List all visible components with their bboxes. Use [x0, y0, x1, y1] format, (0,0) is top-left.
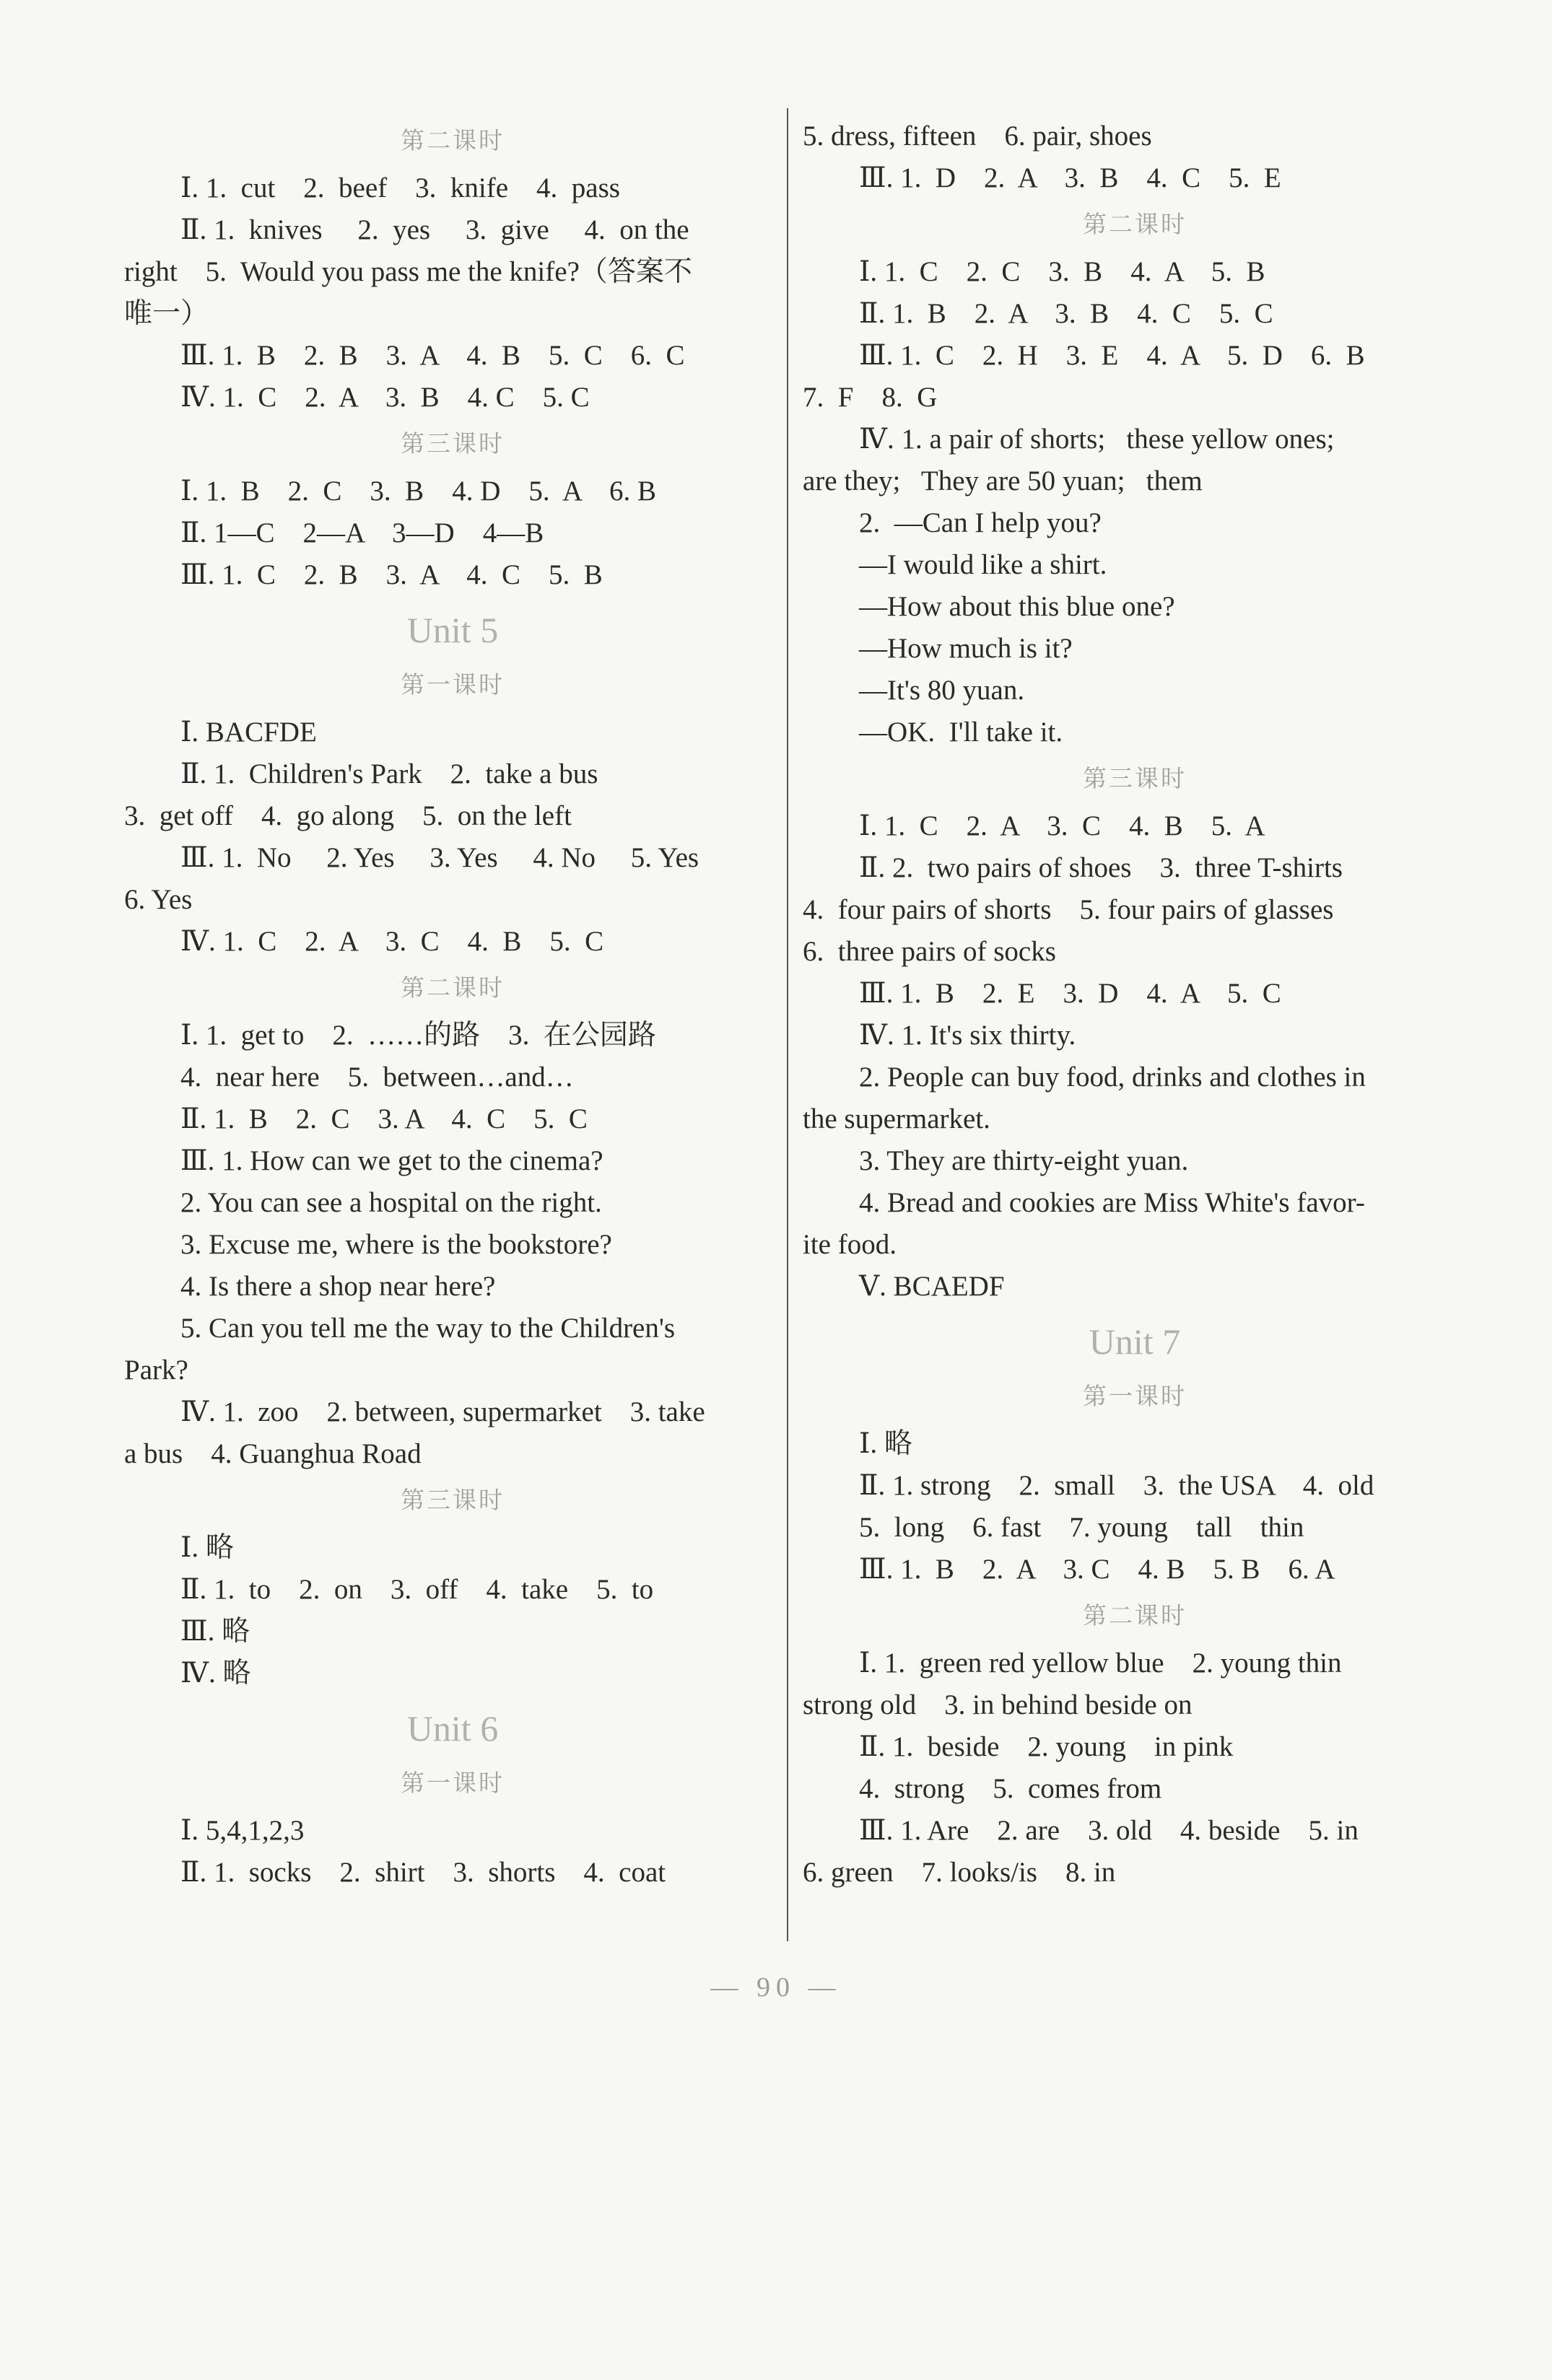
answer-line: Ⅱ. 1. beside 2. young in pink — [859, 1731, 1234, 1762]
answer-line-continued: 5. dress, fifteen 6. pair, shoes — [803, 121, 1152, 152]
answer-line: Ⅲ. 1. No 2. Yes 3. Yes 4. No 5. Yes — [180, 842, 699, 873]
answer-line: Ⅲ. 1. B 2. A 3. C 4. B 5. B 6. A — [859, 1554, 1335, 1585]
answer-line: Ⅱ. 2. two pairs of shoes 3. three T-shirts — [859, 852, 1343, 883]
answer-line: 4. near here 5. between…and… — [180, 1062, 574, 1093]
lesson-heading: 第一课时 — [1083, 1382, 1187, 1410]
answer-line: 2. You can see a hospital on the right. — [180, 1187, 602, 1218]
answer-line: Ⅳ. 略 — [180, 1658, 251, 1689]
answer-line-continued: Park? — [124, 1355, 188, 1386]
answer-line-continued: 7. F 8. G — [803, 382, 938, 413]
answer-line: Ⅰ. 略 — [859, 1428, 912, 1459]
answer-line: —OK. I'll take it. — [859, 717, 1063, 748]
lesson-heading: 第二课时 — [401, 974, 505, 1002]
answer-line: Ⅰ. 5,4,1,2,3 — [180, 1815, 305, 1846]
answer-line: Ⅲ. 1. C 2. B 3. A 4. C 5. B — [180, 559, 603, 590]
lesson-heading: 第一课时 — [401, 1769, 505, 1797]
answer-line: 4. strong 5. comes from — [859, 1773, 1162, 1804]
answer-line-continued: 4. four pairs of shorts 5. four pairs of glasses — [803, 894, 1334, 925]
answer-line-continued: the supermarket. — [803, 1103, 990, 1134]
answer-line: Ⅲ. 1. C 2. H 3. E 4. A 5. D 6. B — [859, 340, 1365, 371]
answer-line-continued: 3. get off 4. go along 5. on the left — [124, 800, 572, 831]
lesson-heading: 第二课时 — [1083, 1601, 1187, 1629]
answer-line: 4. Is there a shop near here? — [180, 1271, 496, 1302]
answer-line: 4. Bread and cookies are Miss White's favor- — [859, 1187, 1365, 1218]
answer-line: Ⅱ. 1. to 2. on 3. off 4. take 5. to — [180, 1574, 654, 1605]
answer-line-continued: are they; They are 50 yuan; them — [803, 465, 1203, 496]
answer-line: Ⅱ. 1. socks 2. shirt 3. shorts 4. coat — [180, 1857, 666, 1888]
lesson-heading: 第二课时 — [401, 126, 505, 154]
answer-line: —How about this blue one? — [859, 591, 1175, 622]
answer-line-continued: ite food. — [803, 1229, 897, 1260]
answer-line: Ⅱ. 1—C 2—A 3—D 4—B — [180, 517, 544, 548]
answer-line: Ⅰ. 1. B 2. C 3. B 4. D 5. A 6. B — [180, 476, 656, 507]
answer-line-continued: 6. Yes — [124, 884, 193, 915]
answer-line-continued: 6. three pairs of socks — [803, 936, 1056, 967]
lesson-heading: 第三课时 — [1083, 764, 1187, 792]
answer-line: —It's 80 yuan. — [859, 675, 1025, 706]
right-column — [803, 115, 1467, 1894]
lesson-heading: 第一课时 — [401, 670, 505, 699]
answer-line-continued: 6. green 7. looks/is 8. in — [803, 1857, 1116, 1888]
answer-line: Ⅱ. 1. strong 2. small 3. the USA 4. old — [859, 1470, 1374, 1501]
unit-heading: Unit 6 — [406, 1708, 499, 1749]
answer-line: Ⅰ. 1. green red yellow blue 2. young thin — [859, 1648, 1342, 1679]
answer-line: Ⅰ. 1. C 2. A 3. C 4. B 5. A — [859, 810, 1265, 841]
answer-line: 5. Can you tell me the way to the Children's — [180, 1313, 676, 1344]
answer-line-continued: strong old 3. in behind beside on — [803, 1689, 1193, 1720]
lesson-heading: 第二课时 — [1083, 210, 1187, 238]
answer-line: 3. They are thirty-eight yuan. — [859, 1145, 1189, 1176]
answer-line: Ⅳ. 1. It's six thirty. — [859, 1020, 1076, 1051]
lesson-heading: 第三课时 — [401, 429, 505, 458]
answer-line: Ⅳ. 1. C 2. A 3. C 4. B 5. C — [180, 926, 604, 957]
answer-line: 5. long 6. fast 7. young tall thin — [859, 1512, 1304, 1543]
answer-line: Ⅳ. 1. a pair of shorts; these yellow ones; — [859, 424, 1335, 455]
answer-line: Ⅱ. 1. Children's Park 2. take a bus — [180, 758, 598, 789]
answer-line: Ⅳ. 1. C 2. A 3. B 4. C 5. C — [180, 382, 590, 413]
answer-line: 2. People can buy food, drinks and clothes in — [859, 1062, 1366, 1093]
answer-line: Ⅳ. 1. zoo 2. between, supermarket 3. take — [180, 1396, 705, 1427]
lesson-heading: 第三课时 — [401, 1486, 505, 1514]
answer-line: Ⅰ. BACFDE — [180, 717, 317, 748]
left-column — [124, 115, 781, 1894]
answer-line: Ⅲ. 1. Are 2. are 3. old 4. beside 5. in — [859, 1815, 1359, 1846]
answer-line: Ⅲ. 1. B 2. B 3. A 4. B 5. C 6. C — [180, 340, 685, 371]
answer-line-continued: a bus 4. Guanghua Road — [124, 1438, 422, 1469]
answer-line: Ⅲ. 略 — [180, 1616, 250, 1647]
answer-line: Ⅲ. 1. How can we get to the cinema? — [180, 1145, 603, 1176]
answer-line: 2. —Can I help you? — [859, 507, 1102, 538]
answer-line: Ⅰ. 1. get to 2. ……的路 3. 在公园路 — [180, 1020, 656, 1051]
answer-line: Ⅲ. 1. B 2. E 3. D 4. A 5. C — [859, 978, 1281, 1009]
answer-line: Ⅱ. 1. B 2. C 3. A 4. C 5. C — [180, 1103, 588, 1134]
answer-line: Ⅱ. 1. knives 2. yes 3. give 4. on the — [180, 214, 689, 245]
page-number: — 90 — — [710, 1972, 842, 2003]
unit-heading: Unit 7 — [1089, 1321, 1181, 1362]
answer-line: Ⅲ. 1. D 2. A 3. B 4. C 5. E — [859, 162, 1281, 193]
answer-line: 3. Excuse me, where is the bookstore? — [180, 1229, 612, 1260]
column-divider — [787, 108, 788, 1941]
answer-line: Ⅴ. BCAEDF — [859, 1271, 1005, 1302]
answer-line: Ⅰ. 略 — [180, 1532, 234, 1563]
unit-heading: Unit 5 — [406, 610, 499, 650]
answer-line-continued: right 5. Would you pass me the knife?（答案不 — [124, 256, 692, 287]
answer-line: Ⅰ. 1. cut 2. beef 3. knife 4. pass — [180, 172, 620, 204]
answer-line: —I would like a shirt. — [859, 549, 1107, 580]
answer-line: Ⅱ. 1. B 2. A 3. B 4. C 5. C — [859, 298, 1273, 329]
answer-line: —How much is it? — [859, 633, 1073, 664]
answer-line-continued: 唯一） — [124, 298, 209, 329]
answer-line: Ⅰ. 1. C 2. C 3. B 4. A 5. B — [859, 256, 1265, 287]
